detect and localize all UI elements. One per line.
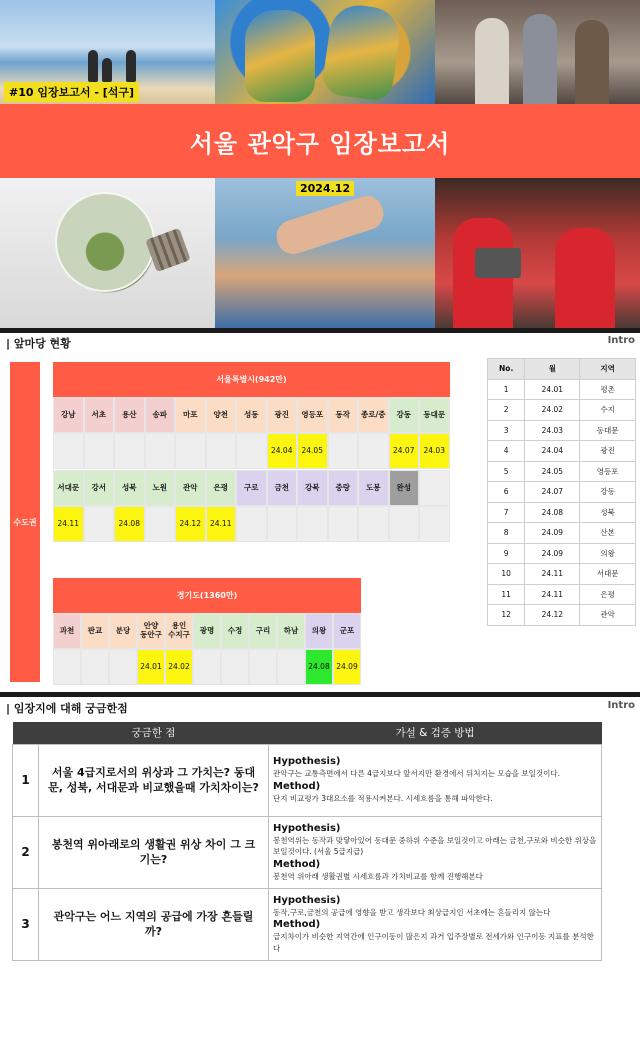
district-cell: 종로/중 — [358, 397, 389, 433]
person-silhouette — [126, 50, 136, 82]
visit-date-cell — [358, 433, 389, 469]
district-cell: 강북 — [297, 470, 328, 506]
section-divider — [0, 328, 640, 333]
visit-date-cell: 24.02 — [165, 649, 193, 685]
volunteers-photo — [435, 178, 640, 328]
district-cell: 노원 — [145, 470, 176, 506]
table-cell: 5 — [488, 461, 525, 482]
table-row — [488, 584, 636, 605]
title-banner — [0, 104, 640, 178]
question-text: 서울 4급지로서의 위상과 그 가치는? 동대문, 성북, 서대문과 비교했을때 가치차이는? — [39, 744, 269, 816]
district-cell — [419, 470, 450, 506]
person-silhouette — [575, 20, 609, 104]
district-cell: 용산 — [114, 397, 145, 433]
visit-date-cell — [267, 506, 298, 542]
hypothesis-text: 봉천역위는 동작과 맞닿아있어 동대문 중하위 수준을 보일것이고 아래는 금천,구로와 비슷한 위상을 보일것이다. (서울 5급지급) — [273, 835, 597, 857]
district-cell: 영등포 — [297, 397, 328, 433]
table-row — [13, 888, 602, 960]
table-cell: 영등포 — [580, 461, 636, 482]
method-label: Method) — [273, 858, 321, 870]
col-header — [13, 722, 39, 744]
visit-date-cell — [419, 506, 450, 542]
method-text: 봉천역 위아래 생활권별 시세흐름과 가치비교를 함께 진행해본다 — [273, 871, 483, 881]
table-cell: 24.04 — [525, 441, 580, 462]
table-row — [488, 523, 636, 544]
col-header: 지역 — [580, 359, 636, 380]
table-row — [488, 400, 636, 421]
table-cell: 서대문 — [580, 564, 636, 585]
district-cell: 서대문 — [53, 470, 84, 506]
visit-date-cell — [328, 506, 359, 542]
district-cell: 동대문 — [419, 397, 450, 433]
painted-hands-photo — [215, 0, 435, 104]
district-cell: 성동 — [236, 397, 267, 433]
answer-cell — [269, 744, 602, 816]
table-cell: 7 — [488, 502, 525, 523]
elderly-people-photo — [435, 0, 640, 104]
table-cell: 강동 — [580, 482, 636, 503]
question-text: 관악구는 어느 지역의 공급에 가장 흔들릴까? — [39, 888, 269, 960]
district-cell: 양천 — [206, 397, 237, 433]
table-cell: 은평 — [580, 584, 636, 605]
table-row — [488, 502, 636, 523]
table-cell: 10 — [488, 564, 525, 585]
visit-date-cell — [236, 433, 267, 469]
person-silhouette — [523, 14, 557, 104]
handshake-icon — [272, 192, 387, 258]
question-number: 1 — [13, 744, 39, 816]
table-cell: 관악 — [580, 605, 636, 626]
hypothesis-text: 동작,구로,금천의 공급에 영향을 받고 생각보다 최상급지인 서초에는 흔들리지 않는다 — [273, 907, 551, 917]
visit-date-cell: 24.08 — [114, 506, 145, 542]
section-header — [0, 700, 640, 716]
table-cell: 24.09 — [525, 523, 580, 544]
table-cell: 24.12 — [525, 605, 580, 626]
visit-date-cell: 24.12 — [175, 506, 206, 542]
table-row — [13, 816, 602, 888]
visit-date-cell — [206, 433, 237, 469]
method-text: 단지 비교평가 3대요소를 적용시켜본다. 시세흐름을 통해 파악한다. — [273, 794, 493, 803]
table-row — [488, 441, 636, 462]
table-cell: 산본 — [580, 523, 636, 544]
table-cell: 의왕 — [580, 543, 636, 564]
method-label: Method) — [273, 781, 321, 792]
district-cell: 과천 — [53, 613, 81, 649]
district-cell: 완성 — [389, 470, 420, 506]
district-cell: 광명 — [193, 613, 221, 649]
visit-index-table — [487, 358, 636, 626]
visit-date-cell: 24.08 — [305, 649, 333, 685]
hypothesis-label: Hypothesis) — [273, 894, 341, 906]
table-cell: 3 — [488, 420, 525, 441]
visit-date-cell — [389, 506, 420, 542]
section-intro-label: Intro — [607, 700, 635, 711]
col-header: 월 — [525, 359, 580, 380]
section-title: | 앞마당 현황 — [6, 337, 71, 350]
table-cell: 24.11 — [525, 584, 580, 605]
painted-hand — [321, 2, 403, 103]
table-cell: 24.08 — [525, 502, 580, 523]
district-cell: 마포 — [175, 397, 206, 433]
table-cell: 24.11 — [525, 564, 580, 585]
hypothesis-label: Hypothesis) — [273, 756, 341, 768]
district-cell: 송파 — [145, 397, 176, 433]
visit-date-cell — [84, 506, 115, 542]
district-cell: 강동 — [389, 397, 420, 433]
visit-date-cell — [221, 649, 249, 685]
section-divider — [0, 692, 640, 697]
district-cell: 금천 — [267, 470, 298, 506]
person-silhouette — [102, 58, 112, 82]
painted-hand — [245, 10, 315, 102]
table-row — [13, 744, 602, 816]
visit-date-cell: 24.01 — [137, 649, 165, 685]
pot-icon — [475, 248, 521, 278]
answer-cell — [269, 816, 602, 888]
table-row — [488, 605, 636, 626]
table-row — [488, 461, 636, 482]
method-label: Method) — [273, 919, 321, 931]
gyeonggi-header: 경기도(1360만) — [53, 578, 361, 613]
report-tag: #10 임장보고서 - [석구] — [4, 82, 139, 102]
table-cell: 동대문 — [580, 420, 636, 441]
visit-date-cell — [145, 433, 176, 469]
table-cell: 12 — [488, 605, 525, 626]
table-cell: 6 — [488, 482, 525, 503]
section-title: | 임장지에 대해 궁금한점 — [6, 702, 128, 715]
district-cell: 은평 — [206, 470, 237, 506]
question-number: 2 — [13, 816, 39, 888]
hypothesis-text: 관악구는 교통측면에서 다른 4급지보다 앞서지만 환경에서 뒤처지는 모습을 보일것이다. — [273, 769, 561, 779]
visit-date-cell: 24.11 — [206, 506, 237, 542]
visit-date-cell — [175, 433, 206, 469]
district-cell: 판교 — [81, 613, 109, 649]
table-cell: 9 — [488, 543, 525, 564]
visit-date-cell — [114, 433, 145, 469]
table-cell: 8 — [488, 523, 525, 544]
district-cell: 분당 — [109, 613, 137, 649]
visit-date-cell: 24.04 — [267, 433, 298, 469]
district-cell: 서초 — [84, 397, 115, 433]
table-cell: 4 — [488, 441, 525, 462]
table-row — [488, 379, 636, 400]
visit-date-cell — [277, 649, 305, 685]
volunteer-silhouette — [555, 228, 615, 328]
person-silhouette — [475, 18, 509, 104]
district-cell: 구로 — [236, 470, 267, 506]
visit-date-cell — [193, 649, 221, 685]
district-cell: 강남 — [53, 397, 84, 433]
method-text: 급지차이가 비슷한 지역간에 인구이동이 많은지 과거 입주장별로 전세가와 인구이동 지표를 분석한다 — [273, 932, 594, 953]
question-text: 봉천역 위아래로의 생활권 위상 차이 그 크기는? — [39, 816, 269, 888]
district-cell: 중랑 — [328, 470, 359, 506]
col-header: 가설 & 검증 방법 — [269, 722, 602, 744]
answer-cell — [269, 888, 602, 960]
district-cell: 안양 동안구 — [137, 613, 165, 649]
table-row — [488, 564, 636, 585]
person-silhouette — [88, 50, 98, 82]
lightbulb-photo — [0, 178, 215, 328]
visit-date-cell — [358, 506, 389, 542]
district-cell: 동작 — [328, 397, 359, 433]
table-cell: 광진 — [580, 441, 636, 462]
district-cell: 광진 — [267, 397, 298, 433]
seoul-header: 서울특별시(942만) — [53, 362, 450, 397]
visit-date-cell — [297, 506, 328, 542]
table-row — [488, 543, 636, 564]
visit-date-cell — [109, 649, 137, 685]
lightbulb-icon — [55, 192, 155, 292]
district-cell: 강서 — [84, 470, 115, 506]
district-cell: 관악 — [175, 470, 206, 506]
table-cell: 24.05 — [525, 461, 580, 482]
district-cell: 용인 수지구 — [165, 613, 193, 649]
hero-collage — [0, 0, 640, 328]
section-intro-label: Intro — [607, 335, 635, 346]
table-cell: 24.02 — [525, 400, 580, 421]
table-row — [488, 482, 636, 503]
district-cell: 군포 — [333, 613, 361, 649]
section-header — [0, 335, 640, 351]
table-cell: 24.01 — [525, 379, 580, 400]
handshake-photo — [215, 178, 435, 328]
table-cell: 11 — [488, 584, 525, 605]
district-cell: 도봉 — [358, 470, 389, 506]
table-cell: 성북 — [580, 502, 636, 523]
district-cell: 의왕 — [305, 613, 333, 649]
col-header: No. — [488, 359, 525, 380]
table-row — [488, 420, 636, 441]
visit-date-cell — [236, 506, 267, 542]
visit-date-cell — [328, 433, 359, 469]
table-cell: 1 — [488, 379, 525, 400]
visit-date-cell: 24.09 — [333, 649, 361, 685]
table-cell: 24.03 — [525, 420, 580, 441]
district-cell: 구리 — [249, 613, 277, 649]
questions-table — [12, 722, 602, 961]
visit-date-cell: 24.11 — [53, 506, 84, 542]
question-number: 3 — [13, 888, 39, 960]
capital-area-label: 수도권 — [10, 362, 40, 682]
visit-date-cell: 24.07 — [389, 433, 420, 469]
visit-date-cell — [81, 649, 109, 685]
table-cell: 평촌 — [580, 379, 636, 400]
district-cell: 성북 — [114, 470, 145, 506]
report-date: 2024.12 — [296, 181, 354, 196]
table-cell: 수지 — [580, 400, 636, 421]
district-cell: 하남 — [277, 613, 305, 649]
table-cell: 24.07 — [525, 482, 580, 503]
visit-date-cell — [145, 506, 176, 542]
visit-date-cell — [249, 649, 277, 685]
visit-date-cell: 24.05 — [297, 433, 328, 469]
col-header: 궁금한 점 — [39, 722, 269, 744]
table-cell: 24.09 — [525, 543, 580, 564]
visit-date-cell — [84, 433, 115, 469]
district-cell: 수정 — [221, 613, 249, 649]
hypothesis-label: Hypothesis) — [273, 822, 341, 834]
page-title: 서울 관악구 임장보고서 — [189, 129, 451, 158]
visit-date-cell: 24.03 — [419, 433, 450, 469]
visit-date-cell — [53, 649, 81, 685]
visit-date-cell — [53, 433, 84, 469]
table-cell: 2 — [488, 400, 525, 421]
